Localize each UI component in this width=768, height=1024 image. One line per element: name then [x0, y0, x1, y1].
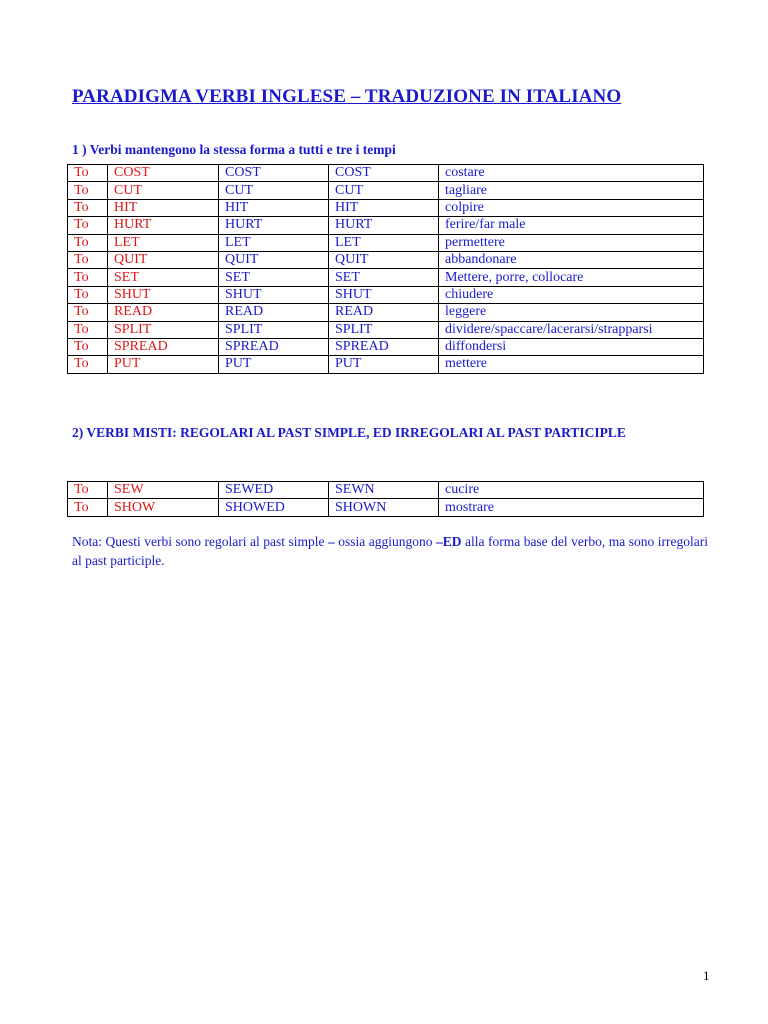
base-form-cell: SET	[108, 269, 219, 286]
base-form-cell: SHOW	[108, 499, 219, 516]
past-participle-cell: SHOWN	[329, 499, 439, 516]
italian-translation-cell: diffondersi	[439, 338, 704, 355]
past-simple-cell: PUT	[219, 356, 329, 373]
table-row	[68, 165, 704, 182]
past-participle-cell: HURT	[329, 217, 439, 234]
to-cell: To	[68, 165, 108, 182]
note-dash: –	[327, 534, 335, 549]
past-simple-cell: READ	[219, 304, 329, 321]
italian-translation-cell: dividere/spaccare/lacerarsi/strapparsi	[439, 321, 704, 338]
table-row	[68, 269, 704, 286]
table-row	[68, 234, 704, 251]
table-row	[68, 321, 704, 338]
italian-translation-cell: abbandonare	[439, 251, 704, 268]
note-ed-suffix: –ED	[435, 534, 462, 549]
past-simple-cell: LET	[219, 234, 329, 251]
base-form-cell: COST	[108, 165, 219, 182]
to-cell: To	[68, 234, 108, 251]
base-form-cell: SHUT	[108, 286, 219, 303]
base-form-cell: READ	[108, 304, 219, 321]
table-row	[68, 286, 704, 303]
to-cell: To	[68, 217, 108, 234]
table-row	[68, 338, 704, 355]
past-participle-cell: LET	[329, 234, 439, 251]
past-participle-cell: READ	[329, 304, 439, 321]
verb-table-mixed	[67, 481, 704, 517]
table-row	[68, 356, 704, 373]
verb-table-same-form	[67, 164, 704, 374]
italian-translation-cell: tagliare	[439, 182, 704, 199]
table-row	[68, 217, 704, 234]
past-participle-cell: SET	[329, 269, 439, 286]
section-1-heading: 1 ) Verbi mantengono la stessa forma a tutti e tre i tempi	[72, 142, 396, 157]
past-participle-cell: SPLIT	[329, 321, 439, 338]
page-title: PARADIGMA VERBI INGLESE – TRADUZIONE IN ITALIANO	[72, 86, 622, 107]
past-participle-cell: SEWN	[329, 482, 439, 499]
to-cell: To	[68, 269, 108, 286]
italian-translation-cell: mettere	[439, 356, 704, 373]
past-participle-cell: HIT	[329, 199, 439, 216]
to-cell: To	[68, 304, 108, 321]
base-form-cell: LET	[108, 234, 219, 251]
base-form-cell: PUT	[108, 356, 219, 373]
italian-translation-cell: leggere	[439, 304, 704, 321]
past-simple-cell: CUT	[219, 182, 329, 199]
to-cell: To	[68, 321, 108, 338]
past-simple-cell: SEWED	[219, 482, 329, 499]
note-text-middle: ossia aggiungono	[334, 534, 436, 549]
to-cell: To	[68, 251, 108, 268]
italian-translation-cell: ferire/far male	[439, 217, 704, 234]
past-participle-cell: PUT	[329, 356, 439, 373]
page-number: 1	[703, 968, 710, 983]
section-2-heading: 2) VERBI MISTI: REGOLARI AL PAST SIMPLE, ED IRREGOLARI AL PAST PARTICIPLE	[72, 425, 626, 440]
italian-translation-cell: Mettere, porre, collocare	[439, 269, 704, 286]
past-simple-cell: HIT	[219, 199, 329, 216]
past-participle-cell: CUT	[329, 182, 439, 199]
past-simple-cell: QUIT	[219, 251, 329, 268]
base-form-cell: SEW	[108, 482, 219, 499]
table-row	[68, 482, 704, 499]
note-text-end: alla forma base del verbo, ma sono irregolari al past participle.	[72, 534, 708, 568]
base-form-cell: HURT	[108, 217, 219, 234]
base-form-cell: QUIT	[108, 251, 219, 268]
to-cell: To	[68, 356, 108, 373]
italian-translation-cell: mostrare	[439, 499, 704, 516]
italian-translation-cell: permettere	[439, 234, 704, 251]
past-simple-cell: SPREAD	[219, 338, 329, 355]
past-participle-cell: QUIT	[329, 251, 439, 268]
table-row	[68, 499, 704, 516]
to-cell: To	[68, 338, 108, 355]
base-form-cell: SPLIT	[108, 321, 219, 338]
base-form-cell: SPREAD	[108, 338, 219, 355]
italian-translation-cell: chiudere	[439, 286, 704, 303]
to-cell: To	[68, 482, 108, 499]
past-participle-cell: SPREAD	[329, 338, 439, 355]
past-simple-cell: SET	[219, 269, 329, 286]
past-simple-cell: SHUT	[219, 286, 329, 303]
italian-translation-cell: cucire	[439, 482, 704, 499]
base-form-cell: CUT	[108, 182, 219, 199]
base-form-cell: HIT	[108, 199, 219, 216]
italian-translation-cell: costare	[439, 165, 704, 182]
past-participle-cell: SHUT	[329, 286, 439, 303]
past-simple-cell: SHOWED	[219, 499, 329, 516]
past-simple-cell: COST	[219, 165, 329, 182]
past-participle-cell: COST	[329, 165, 439, 182]
table-row	[68, 251, 704, 268]
table-row	[68, 304, 704, 321]
table-row	[68, 182, 704, 199]
to-cell: To	[68, 199, 108, 216]
to-cell: To	[68, 182, 108, 199]
to-cell: To	[68, 286, 108, 303]
to-cell: To	[68, 499, 108, 516]
past-simple-cell: SPLIT	[219, 321, 329, 338]
note-paragraph	[72, 532, 708, 570]
italian-translation-cell: colpire	[439, 199, 704, 216]
table-row	[68, 199, 704, 216]
note-text-start: Nota: Questi verbi sono regolari al past simple	[72, 534, 328, 549]
past-simple-cell: HURT	[219, 217, 329, 234]
